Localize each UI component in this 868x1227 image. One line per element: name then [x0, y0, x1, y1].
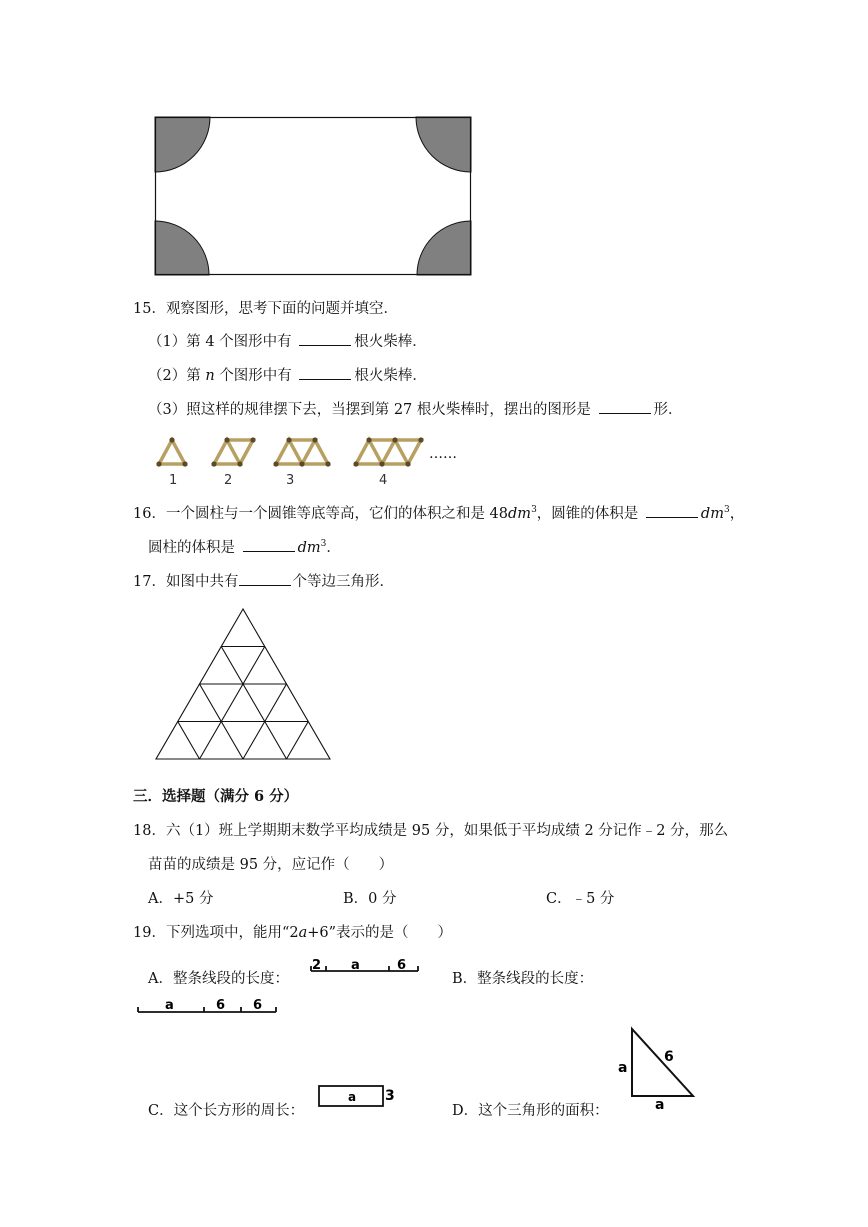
- q18-option-b[interactable]: B．0 分: [343, 891, 397, 907]
- q15-p2-var: n: [205, 368, 215, 384]
- matchstick-figure: [150, 432, 480, 488]
- q16-exp-3: 3: [320, 539, 327, 550]
- q19-d-label-a-side: a: [618, 1060, 628, 1076]
- q19-b-label-6a: 6: [216, 998, 226, 1013]
- q17-suffix: 个等边三角形．: [292, 574, 394, 590]
- q19-b-label-6b: 6: [253, 998, 263, 1013]
- q17-stem: [133, 570, 394, 591]
- q15-p2-blank[interactable]: [299, 365, 351, 380]
- q15-part-3: [148, 398, 683, 419]
- q19-suffix: +6”表示的是（ ）: [307, 925, 453, 941]
- section-3-title: 三．选择题（满分 6 分）: [133, 788, 299, 805]
- q18-line-1: 18．六（1）班上学期期末数学平均成绩是 95 分，如果低于平均成绩 2 分记作﹣2 分，那么: [133, 823, 729, 839]
- q16-text-3: 圆柱的体积是: [148, 540, 240, 556]
- q19-b-label-a: a: [165, 998, 174, 1013]
- q16-text-1: 16．一个圆柱与一个圆锥等底等高，它们的体积之和是 48: [133, 506, 509, 522]
- q18-line-2: 苗苗的成绩是 95 分，应记作（ ）: [148, 857, 394, 873]
- q16-unit-1: dm: [508, 506, 532, 522]
- rectangle-quarter-circles-figure: [155, 117, 473, 277]
- q15-p2-suffix: 根火柴棒．: [354, 368, 427, 384]
- matchstick-label-4: 4: [379, 473, 388, 488]
- matchstick-ellipsis: ……: [429, 446, 457, 462]
- q16-line-2: [148, 536, 341, 557]
- q15-p2-mid: 个图形中有: [214, 368, 297, 384]
- q19-option-d[interactable]: D．这个三角形的面积：: [452, 1103, 609, 1119]
- q16-unit-2: dm: [700, 506, 724, 522]
- q19-c-label-a: a: [348, 1090, 357, 1104]
- q16-blank-2[interactable]: [243, 537, 295, 552]
- q17-text: 17．如图中共有: [133, 574, 239, 590]
- q19-c-label-3: 3: [385, 1088, 395, 1104]
- q19-d-triangle-figure: [615, 1026, 700, 1111]
- q18-option-c[interactable]: C．﹣5 分: [546, 891, 615, 907]
- q16-text-2: ，圆锥的体积是: [536, 506, 643, 522]
- q15-part-1: [148, 330, 427, 351]
- q19-a-label-a: a: [351, 958, 360, 973]
- q18-option-a[interactable]: A．+5 分: [148, 891, 214, 907]
- q15-p2-text: （2）第: [148, 368, 206, 384]
- q15-p1-text: （1）第 4 个图形中有: [148, 334, 297, 350]
- q16-line-1: [133, 502, 744, 523]
- q15-p1-blank[interactable]: [299, 331, 351, 346]
- q19-d-label-a-base: a: [655, 1097, 665, 1113]
- q19-option-c[interactable]: C．这个长方形的周长：: [148, 1103, 305, 1119]
- q17-blank[interactable]: [239, 571, 291, 586]
- q16-blank-1[interactable]: [646, 503, 698, 518]
- q19-b-segment-figure: [136, 997, 278, 1017]
- q15-p3-suffix: 形．: [653, 402, 683, 418]
- q16-exp-1: 3: [531, 505, 537, 516]
- q16-period: ．: [326, 540, 341, 556]
- q15-p3-text: （3）照这样的规律摆下去，当摆到第 27 根火柴棒时，摆出的图形是: [148, 402, 596, 418]
- q19-stem: [133, 921, 452, 942]
- q19-c-rectangle-figure: [318, 1083, 398, 1109]
- matchstick-label-3: 3: [286, 473, 295, 488]
- q19-option-a[interactable]: A．整条线段的长度：: [148, 971, 289, 987]
- q19-a-label-6: 6: [397, 958, 407, 973]
- q16-exp-2: 3: [723, 505, 730, 516]
- matchstick-label-2: 2: [224, 473, 233, 488]
- q19-a-segment-figure: [309, 956, 421, 976]
- q15-stem: 15．观察图形，思考下面的问题并填空．: [133, 301, 398, 317]
- q16-comma: ，: [729, 506, 745, 522]
- q15-part-2: [148, 364, 427, 385]
- triangle-grid-figure: [156, 609, 330, 759]
- q19-option-b[interactable]: B．整条线段的长度：: [452, 971, 594, 987]
- matchstick-label-1: 1: [169, 473, 178, 488]
- q16-unit-3: dm: [297, 540, 321, 556]
- q19-a-label-2: 2: [312, 958, 322, 973]
- q15-p1-suffix: 根火柴棒．: [354, 334, 427, 350]
- q19-d-label-6: 6: [664, 1049, 674, 1065]
- q15-p3-blank[interactable]: [599, 399, 651, 414]
- q19-var: a: [298, 925, 308, 941]
- q19-text: 19．下列选项中，能用“2: [133, 925, 299, 941]
